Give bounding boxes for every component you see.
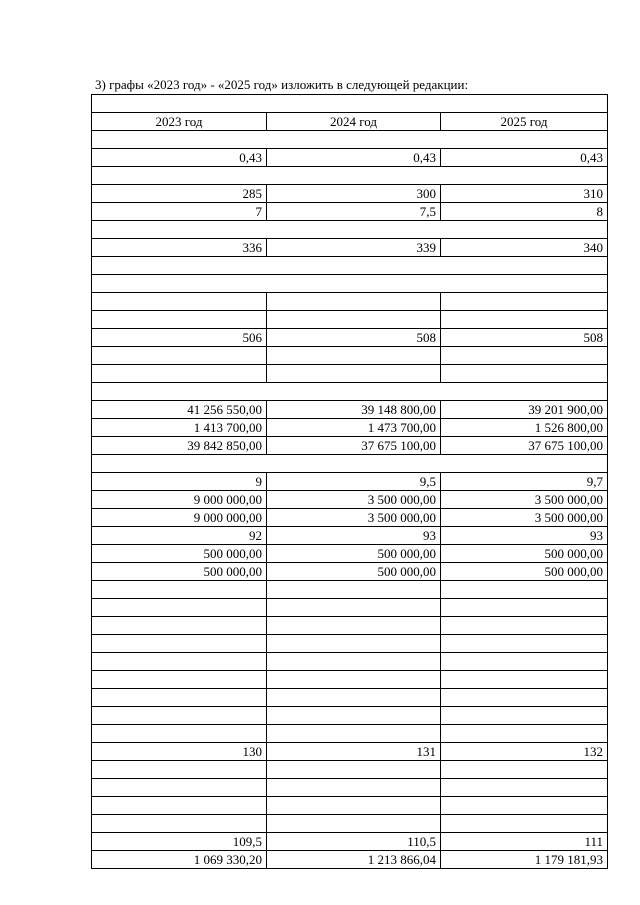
table-cell: 41 256 550,00 (92, 401, 267, 419)
table-cell (267, 707, 441, 725)
table-cell: 9 000 000,00 (92, 509, 267, 527)
table-cell: 3 500 000,00 (267, 509, 441, 527)
table-cell: 9 (92, 473, 267, 491)
table-cell-empty (92, 95, 608, 113)
table-cell (267, 635, 441, 653)
table-row (92, 725, 608, 743)
table-cell: 9 000 000,00 (92, 491, 267, 509)
table-row (92, 347, 608, 365)
table-cell: 130 (92, 743, 267, 761)
table-cell: 109,5 (92, 833, 267, 851)
table-row (92, 509, 608, 527)
table-cell (267, 293, 441, 311)
table-row (92, 761, 608, 779)
intro-text: 3) графы «2023 год» - «2025 год» изложить в следующей редакции: (95, 77, 469, 92)
table-row (92, 221, 608, 239)
column-header: 2023 год (92, 113, 267, 131)
table-cell (92, 797, 267, 815)
table-cell: 285 (92, 185, 267, 203)
table-row (92, 419, 608, 437)
table-cell: 300 (267, 185, 441, 203)
table-cell: 39 842 850,00 (92, 437, 267, 455)
table-row (92, 689, 608, 707)
table-cell: 131 (267, 743, 441, 761)
table-cell (441, 707, 608, 725)
table-cell-empty (92, 257, 608, 275)
table-row (92, 815, 608, 833)
table-row (92, 167, 608, 185)
table-cell-empty (92, 167, 608, 185)
table-cell: 9,7 (441, 473, 608, 491)
table-cell: 0,43 (267, 149, 441, 167)
column-header: 2024 год (267, 113, 441, 131)
table-cell (92, 653, 267, 671)
table-row (92, 365, 608, 383)
table-row (92, 95, 608, 113)
table-cell (92, 365, 267, 383)
table-cell (267, 581, 441, 599)
table-cell: 500 000,00 (92, 563, 267, 581)
table-cell (441, 761, 608, 779)
table-cell (92, 581, 267, 599)
table-cell (92, 347, 267, 365)
table-row (92, 311, 608, 329)
table-row (92, 131, 608, 149)
table-row (92, 455, 608, 473)
table-cell: 500 000,00 (441, 545, 608, 563)
table-cell (267, 815, 441, 833)
table-cell (267, 653, 441, 671)
table-cell (92, 293, 267, 311)
table-cell: 0,43 (92, 149, 267, 167)
table-cell: 0,43 (441, 149, 608, 167)
table-cell (267, 671, 441, 689)
table-row (92, 779, 608, 797)
table-cell (441, 347, 608, 365)
table-row (92, 527, 608, 545)
table-cell (441, 635, 608, 653)
table-cell (92, 599, 267, 617)
table-cell: 500 000,00 (441, 563, 608, 581)
table-row (92, 239, 608, 257)
table-cell: 336 (92, 239, 267, 257)
table-cell (441, 617, 608, 635)
table-cell: 39 148 800,00 (267, 401, 441, 419)
table-cell: 93 (267, 527, 441, 545)
table-cell (441, 797, 608, 815)
table-cell: 92 (92, 527, 267, 545)
table-cell (441, 815, 608, 833)
table-row (92, 383, 608, 401)
table-cell (92, 635, 267, 653)
table-cell (441, 599, 608, 617)
table-row (92, 833, 608, 851)
table-cell: 339 (267, 239, 441, 257)
table-row (92, 635, 608, 653)
table-row (92, 797, 608, 815)
table-cell: 7,5 (267, 203, 441, 221)
table-cell (267, 761, 441, 779)
amendment-table (91, 94, 608, 869)
table-row (92, 401, 608, 419)
table-cell (92, 761, 267, 779)
table-cell (267, 797, 441, 815)
table-cell: 111 (441, 833, 608, 851)
table-cell: 508 (267, 329, 441, 347)
table-row (92, 203, 608, 221)
table-cell: 508 (441, 329, 608, 347)
table-cell (92, 311, 267, 329)
table-cell (441, 365, 608, 383)
table-cell: 9,5 (267, 473, 441, 491)
table-cell (92, 671, 267, 689)
table-cell-empty (92, 221, 608, 239)
table-cell: 8 (441, 203, 608, 221)
table-cell: 1 213 866,04 (267, 851, 441, 869)
table-cell: 37 675 100,00 (441, 437, 608, 455)
table-cell (92, 779, 267, 797)
column-header: 2025 год (441, 113, 608, 131)
table-row (92, 617, 608, 635)
table-row (92, 545, 608, 563)
table-row (92, 329, 608, 347)
table-cell: 3 500 000,00 (441, 491, 608, 509)
table-cell (92, 725, 267, 743)
table-row (92, 851, 608, 869)
table-cell: 3 500 000,00 (267, 491, 441, 509)
table-row (92, 473, 608, 491)
table-cell: 506 (92, 329, 267, 347)
table-cell (441, 671, 608, 689)
table-cell-empty (92, 131, 608, 149)
table-cell: 39 201 900,00 (441, 401, 608, 419)
table-row (92, 257, 608, 275)
table-cell: 7 (92, 203, 267, 221)
table-cell-empty (92, 455, 608, 473)
table-row (92, 185, 608, 203)
table-row (92, 293, 608, 311)
table-row (92, 563, 608, 581)
table-row (92, 113, 608, 131)
table-row (92, 743, 608, 761)
table-row (92, 149, 608, 167)
table-cell: 1 473 700,00 (267, 419, 441, 437)
table-cell (267, 725, 441, 743)
table-cell (92, 617, 267, 635)
table-cell (267, 347, 441, 365)
table-cell (441, 779, 608, 797)
table-cell (267, 779, 441, 797)
table-row (92, 653, 608, 671)
table-cell: 1 413 700,00 (92, 419, 267, 437)
table-cell: 110,5 (267, 833, 441, 851)
table-cell: 1 526 800,00 (441, 419, 608, 437)
table-cell (267, 311, 441, 329)
table-row (92, 491, 608, 509)
table-cell (92, 689, 267, 707)
table-cell (441, 653, 608, 671)
table-row (92, 671, 608, 689)
table-cell (441, 725, 608, 743)
table-row (92, 437, 608, 455)
table-cell: 340 (441, 239, 608, 257)
table-cell: 310 (441, 185, 608, 203)
table-cell (92, 815, 267, 833)
table-row (92, 599, 608, 617)
table-cell (441, 689, 608, 707)
table-cell: 132 (441, 743, 608, 761)
table-cell (441, 581, 608, 599)
table-cell: 1 179 181,93 (441, 851, 608, 869)
table-cell: 93 (441, 527, 608, 545)
table-cell: 1 069 330,20 (92, 851, 267, 869)
table-cell (267, 617, 441, 635)
table-row (92, 581, 608, 599)
table-cell-empty (92, 275, 608, 293)
table-cell: 500 000,00 (92, 545, 267, 563)
table-cell: 500 000,00 (267, 563, 441, 581)
table-cell: 37 675 100,00 (267, 437, 441, 455)
table-cell-empty (92, 383, 608, 401)
table-cell (267, 689, 441, 707)
table-row (92, 275, 608, 293)
table-cell: 3 500 000,00 (441, 509, 608, 527)
table-cell: 500 000,00 (267, 545, 441, 563)
table-cell (267, 365, 441, 383)
table-cell (267, 599, 441, 617)
table-row (92, 707, 608, 725)
table-cell (441, 293, 608, 311)
table-cell (92, 707, 267, 725)
table-cell (441, 311, 608, 329)
